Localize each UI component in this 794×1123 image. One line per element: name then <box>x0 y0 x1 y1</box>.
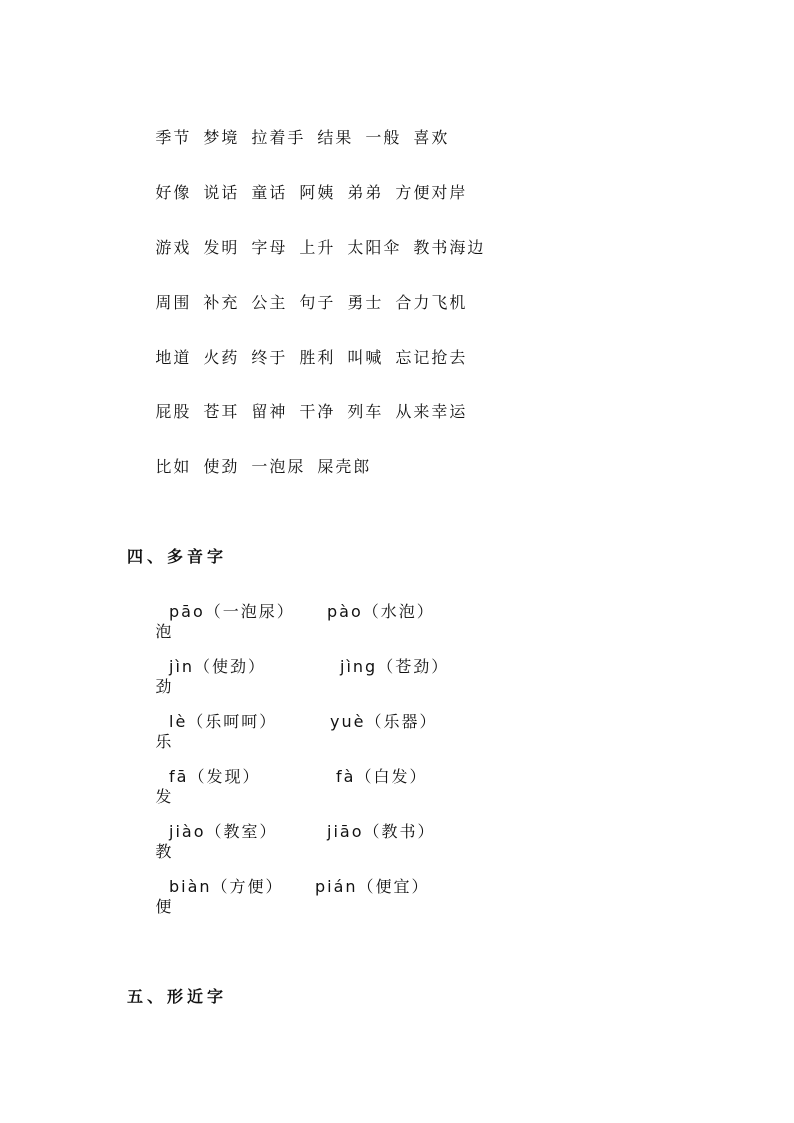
polyphone-row <box>127 822 436 882</box>
vocab-word: 补充 <box>203 293 240 312</box>
vocab-word: 教书海边 <box>413 238 486 257</box>
vocab-word: 发明 <box>203 238 240 257</box>
vocab-word: 阿姨 <box>299 183 336 202</box>
vocab-line-4 <box>127 273 467 333</box>
vocab-word: 梦境 <box>203 128 240 147</box>
vocab-word: 一泡尿 <box>251 457 306 476</box>
vocab-word: 苍耳 <box>203 402 240 421</box>
vocab-word: 游戏 <box>155 238 192 257</box>
vocab-word: 勇士 <box>347 293 384 312</box>
vocab-word: 说话 <box>203 183 240 202</box>
vocab-word: 火药 <box>203 348 240 367</box>
polyphone-char: 教 <box>155 842 174 861</box>
polyphone-reading-1: pāo（一泡尿） <box>169 602 295 621</box>
polyphone-row <box>127 712 438 772</box>
vocab-word: 句子 <box>299 293 336 312</box>
vocab-word: 太阳伞 <box>347 238 402 257</box>
vocab-word: 比如 <box>155 457 192 476</box>
vocab-word: 一般 <box>365 128 402 147</box>
polyphone-reading-1: fā（发现） <box>169 767 261 786</box>
polyphone-char: 发 <box>155 787 174 806</box>
vocab-word: 屁股 <box>155 402 192 421</box>
polyphone-reading-2: yuè（乐器） <box>330 712 438 731</box>
vocab-word: 干净 <box>299 402 336 421</box>
polyphone-char: 泡 <box>155 622 174 641</box>
vocab-word: 胜利 <box>299 348 336 367</box>
vocab-word: 弟弟 <box>347 183 384 202</box>
polyphone-reading-1: biàn（方便） <box>169 877 284 896</box>
vocab-line-2 <box>127 163 467 223</box>
vocab-word: 字母 <box>251 238 288 257</box>
vocab-word: 上升 <box>299 238 336 257</box>
vocab-line-5 <box>127 328 467 388</box>
vocab-word: 公主 <box>251 293 288 312</box>
polyphone-reading-2: fà（白发） <box>336 767 428 786</box>
vocab-line-7 <box>127 437 371 497</box>
polyphone-reading-1: lè（乐呵呵） <box>169 712 278 731</box>
vocab-word: 童话 <box>251 183 288 202</box>
vocab-word: 屎壳郎 <box>317 457 372 476</box>
vocab-word: 喜欢 <box>413 128 450 147</box>
polyphone-char: 劲 <box>155 677 174 696</box>
polyphone-char: 便 <box>155 897 174 916</box>
vocab-word: 周围 <box>155 293 192 312</box>
polyphone-row <box>127 602 435 662</box>
polyphone-row <box>127 877 430 937</box>
section-heading-polyphones: 四、多音字 <box>127 547 228 566</box>
vocab-word: 从来幸运 <box>395 402 468 421</box>
vocab-word: 季节 <box>155 128 192 147</box>
vocab-word: 合力飞机 <box>395 293 468 312</box>
vocab-line-3 <box>127 218 485 278</box>
vocab-line-1 <box>127 108 449 168</box>
polyphone-row <box>127 767 428 827</box>
vocab-word: 留神 <box>251 402 288 421</box>
vocab-word: 拉着手 <box>251 128 306 147</box>
polyphone-reading-2: jiāo（教书） <box>327 822 436 841</box>
vocab-word: 叫喊 <box>347 348 384 367</box>
vocab-word: 忘记抢去 <box>395 348 468 367</box>
polyphone-reading-1: jìn（使劲） <box>169 657 267 676</box>
vocab-word: 好像 <box>155 183 192 202</box>
vocab-word: 地道 <box>155 348 192 367</box>
polyphone-row <box>127 657 450 717</box>
vocab-word: 终于 <box>251 348 288 367</box>
vocab-line-6 <box>127 382 467 442</box>
polyphone-reading-2: pián（便宜） <box>315 877 430 896</box>
vocab-word: 结果 <box>317 128 354 147</box>
vocab-word: 方便对岸 <box>395 183 468 202</box>
section-heading-similar-chars: 五、形近字 <box>127 987 228 1006</box>
polyphone-char: 乐 <box>155 732 174 751</box>
vocab-word: 列车 <box>347 402 384 421</box>
polyphone-reading-2: jìng（苍劲） <box>340 657 450 676</box>
vocab-word: 使劲 <box>203 457 240 476</box>
polyphone-reading-1: jiào（教室） <box>169 822 278 841</box>
polyphone-reading-2: pào（水泡） <box>327 602 435 621</box>
